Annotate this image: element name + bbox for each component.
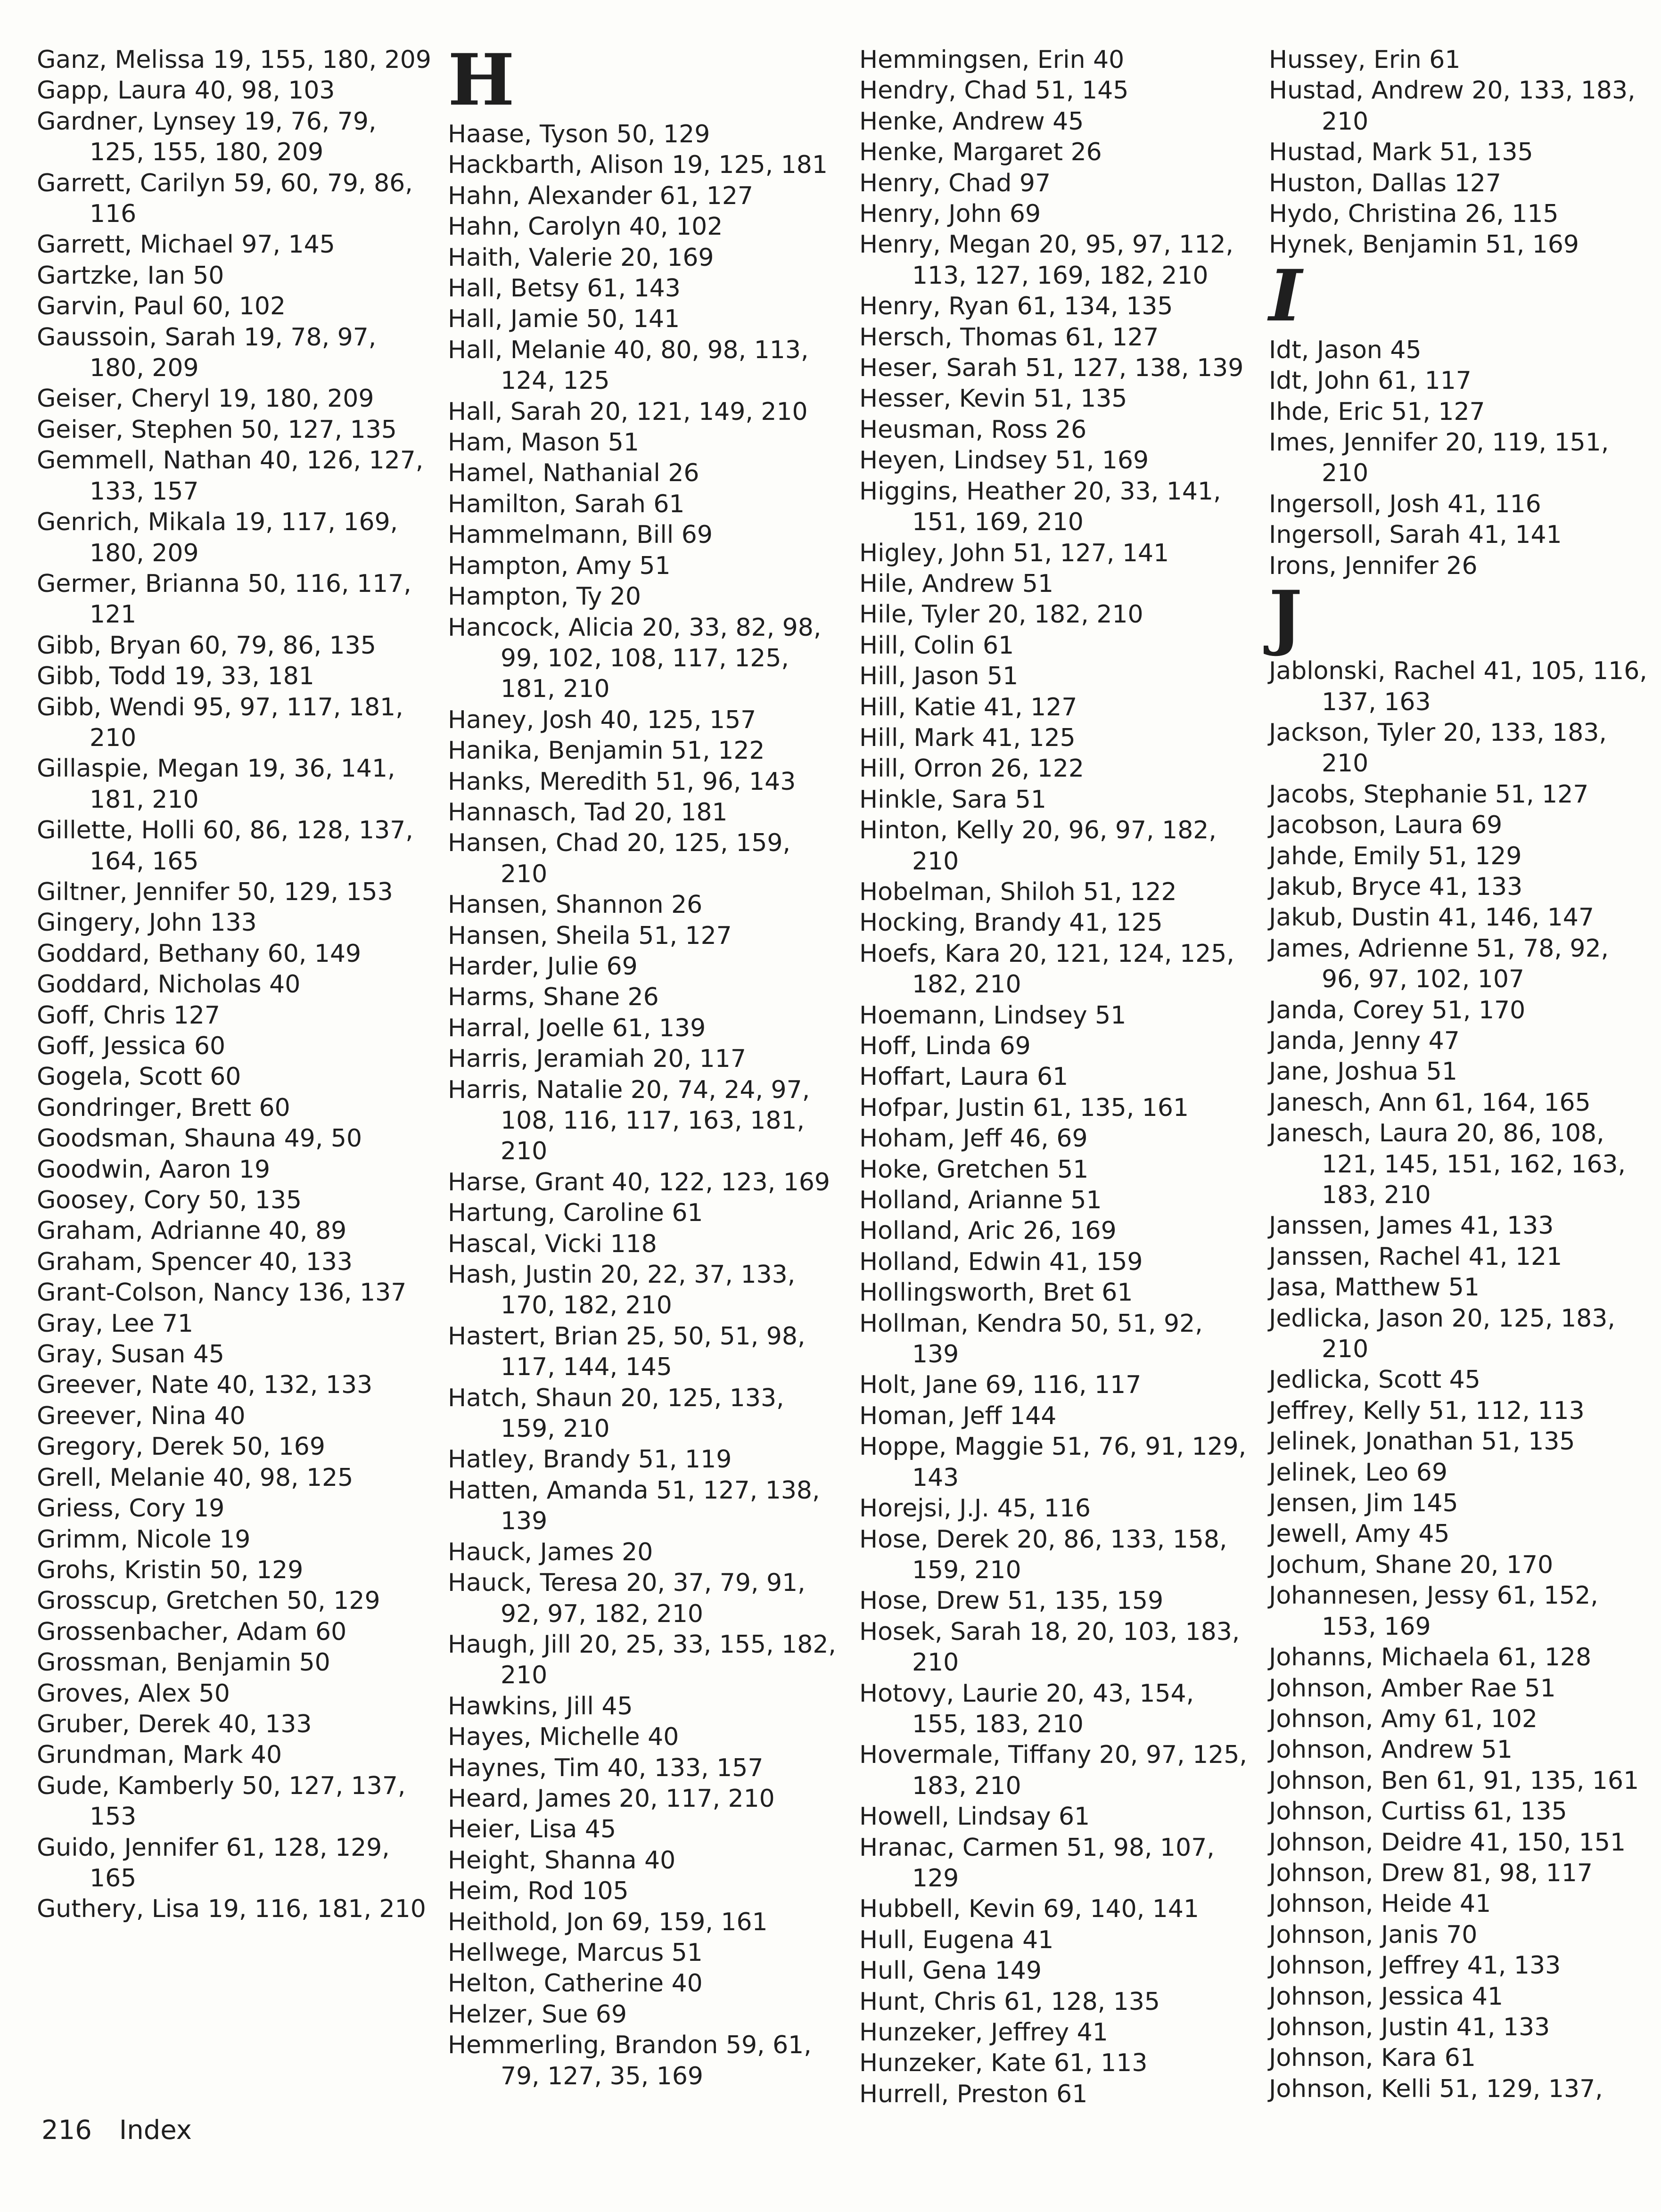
index-entry: Grant-Colson, Nancy 136, 137	[37, 1278, 407, 1307]
index-entry: Hollingsworth, Bret 61	[859, 1278, 1133, 1307]
index-entry: Hotovy, Laurie 20, 43, 154, 155, 183, 210	[859, 1679, 1194, 1738]
index-entry: Hose, Derek 20, 86, 133, 158, 159, 210	[859, 1525, 1227, 1584]
index-entry: Hansen, Sheila 51, 127	[448, 921, 732, 950]
index-entry: Hull, Eugena 41	[859, 1925, 1054, 1954]
index-entry: Haith, Valerie 20, 169	[448, 243, 714, 272]
index-entry: Huston, Dallas 127	[1269, 169, 1501, 197]
index-entry: Henry, Chad 97	[859, 169, 1051, 197]
index-entry: Gingery, John 133	[37, 909, 257, 937]
index-entry: Gruber, Derek 40, 133	[37, 1710, 312, 1738]
index-entry: Hammelmann, Bill 69	[448, 521, 713, 549]
index-entry: Heier, Lisa 45	[448, 1815, 617, 1844]
index-entry: Gartzke, Ian 50	[37, 261, 224, 290]
index-entry: Holland, Aric 26, 169	[859, 1217, 1117, 1245]
index-entry: Homan, Jeff 144	[859, 1401, 1057, 1430]
index-entry: Jablonski, Rachel 41, 105, 116, 137, 163	[1269, 657, 1647, 716]
index-entry: Hancock, Alicia 20, 33, 82, 98, 99, 102, 108, 117, 125, 181, 210	[448, 613, 822, 704]
index-entry: Johnson, Ben 61, 91, 135, 161	[1269, 1766, 1639, 1795]
index-entry: Johnson, Janis 70	[1269, 1920, 1478, 1949]
index-entry: Goff, Chris 127	[37, 1001, 220, 1030]
index-entry: James, Adrienne 51, 78, 92, 96, 97, 102, 107	[1269, 934, 1609, 994]
index-entry: Heard, James 20, 117, 210	[448, 1784, 775, 1813]
index-entry: Ingersoll, Sarah 41, 141	[1269, 521, 1562, 549]
index-entry: Hemmerling, Brandon 59, 61, 79, 127, 35, 169	[448, 2031, 812, 2090]
index-column-1	[37, 45, 433, 1925]
index-entry: Hovermale, Tiffany 20, 97, 125, 183, 210	[859, 1741, 1247, 1800]
index-entry: Hinkle, Sara 51	[859, 785, 1046, 814]
index-entry: Jelinek, Jonathan 51, 135	[1269, 1427, 1575, 1456]
index-entry: Hunzeker, Kate 61, 113	[859, 2049, 1148, 2078]
index-entry: Gogela, Scott 60	[37, 1063, 241, 1091]
index-column-3	[859, 45, 1255, 2110]
index-entry: Gibb, Todd 19, 33, 181	[37, 662, 314, 691]
index-entry: Haney, Josh 40, 125, 157	[448, 705, 756, 734]
index-entry: Henry, Megan 20, 95, 97, 112, 113, 127, 169, 182, 210	[859, 230, 1233, 290]
index-entry: Hurrell, Preston 61	[859, 2080, 1088, 2108]
index-entry: Gray, Lee 71	[37, 1309, 194, 1338]
index-entry: Johnson, Drew 81, 98, 117	[1269, 1859, 1593, 1887]
index-entry: Harris, Natalie 20, 74, 24, 97, 108, 116, 117, 163, 181, 210	[448, 1075, 810, 1166]
index-entry: Hesser, Kevin 51, 135	[859, 385, 1127, 413]
index-entry: Garvin, Paul 60, 102	[37, 292, 286, 321]
index-entry: Jewell, Amy 45	[1269, 1520, 1450, 1548]
index-entry: Jeffrey, Kelly 51, 112, 113	[1269, 1396, 1585, 1425]
index-entry: Height, Shanna 40	[448, 1846, 676, 1875]
index-entry: Hastert, Brian 25, 50, 51, 98, 117, 144, 145	[448, 1322, 806, 1382]
index-entry: Hynek, Benjamin 51, 169	[1269, 230, 1579, 259]
index-entry: Guthery, Lisa 19, 116, 181, 210	[37, 1895, 426, 1924]
index-entry: Idt, John 61, 117	[1269, 367, 1472, 395]
index-entry: Johnson, Andrew 51	[1269, 1736, 1513, 1764]
index-entry: Heim, Rod 105	[448, 1877, 629, 1906]
index-entry: Johnson, Curtiss 61, 135	[1269, 1797, 1567, 1826]
index-entry: Hoke, Gretchen 51	[859, 1155, 1089, 1184]
index-entry: Hemmingsen, Erin 40	[859, 46, 1125, 74]
index-entry: Hull, Gena 149	[859, 1957, 1042, 1985]
index-entry: Hustad, Andrew 20, 133, 183, 210	[1269, 76, 1636, 136]
index-entry: Hollman, Kendra 50, 51, 92, 139	[859, 1309, 1203, 1369]
index-entry: Goff, Jessica 60	[37, 1032, 226, 1060]
index-entry: Harris, Jeramiah 20, 117	[448, 1045, 746, 1073]
index-entry: Hoemann, Lindsey 51	[859, 1001, 1127, 1030]
index-entry: Gardner, Lynsey 19, 76, 79, 125, 155, 180, 209	[37, 107, 377, 167]
index-entry: Hahn, Carolyn 40, 102	[448, 213, 723, 241]
index-entry: Hussey, Erin 61	[1269, 46, 1461, 74]
index-entry: Hill, Katie 41, 127	[859, 693, 1077, 721]
section-letter-j: J	[1269, 575, 1302, 659]
index-entry: Hall, Melanie 40, 80, 98, 113, 124, 125	[448, 336, 809, 395]
index-entry: Gemmell, Nathan 40, 126, 127, 133, 157	[37, 446, 424, 506]
index-entry: Johnson, Justin 41, 133	[1269, 2013, 1550, 2041]
index-entry: Hile, Tyler 20, 182, 210	[859, 600, 1143, 629]
index-entry: Jelinek, Leo 69	[1269, 1458, 1447, 1487]
index-entry: Holt, Jane 69, 116, 117	[859, 1371, 1142, 1400]
index-entry: Greever, Nate 40, 132, 133	[37, 1371, 373, 1400]
index-entry: Helton, Catherine 40	[448, 1969, 703, 1998]
index-entry: Grossenbacher, Adam 60	[37, 1617, 347, 1646]
index-entry: Hascal, Vicki 118	[448, 1229, 657, 1258]
index-entry: Jasa, Matthew 51	[1269, 1273, 1480, 1302]
index-entry: Hauck, Teresa 20, 37, 79, 91, 92, 97, 182, 210	[448, 1569, 806, 1628]
index-entry: Ihde, Eric 51, 127	[1269, 397, 1485, 426]
index-entry: Hustad, Mark 51, 135	[1269, 138, 1533, 167]
index-entry: Irons, Jennifer 26	[1269, 551, 1478, 580]
index-entry: Harms, Shane 26	[448, 983, 659, 1012]
index-entry: Griess, Cory 19	[37, 1494, 225, 1523]
index-entry: Janda, Corey 51, 170	[1269, 996, 1526, 1024]
index-entry: Heser, Sarah 51, 127, 138, 139	[859, 354, 1244, 383]
index-entry: Jacobson, Laura 69	[1269, 811, 1503, 840]
index-entry: Jochum, Shane 20, 170	[1269, 1550, 1554, 1579]
index-entry: Grosscup, Gretchen 50, 129	[37, 1587, 380, 1615]
index-entry: Hoham, Jeff 46, 69	[859, 1124, 1088, 1153]
index-entry: Hunzeker, Jeffrey 41	[859, 2018, 1108, 2047]
index-entry: Hendry, Chad 51, 145	[859, 76, 1129, 105]
index-entry: Idt, Jason 45	[1269, 336, 1422, 364]
index-entry: Harder, Julie 69	[448, 952, 638, 981]
page-number: 216	[41, 2115, 92, 2146]
index-entry: Hauck, James 20	[448, 1538, 653, 1566]
index-entry: Ganz, Melissa 19, 155, 180, 209	[37, 46, 431, 74]
index-entry: Hill, Colin 61	[859, 631, 1014, 660]
index-entry: Hinton, Kelly 20, 96, 97, 182, 210	[859, 816, 1217, 876]
index-entry: Henke, Andrew 45	[859, 107, 1084, 136]
index-entry: Ingersoll, Josh 41, 116	[1269, 490, 1541, 518]
index-entry: Hamilton, Sarah 61	[448, 490, 685, 518]
index-entry: Janda, Jenny 47	[1269, 1026, 1460, 1055]
index-entry: Jakub, Dustin 41, 146, 147	[1269, 903, 1594, 932]
index-entry: Henke, Margaret 26	[859, 138, 1102, 167]
index-entry: Graham, Spencer 40, 133	[37, 1247, 353, 1276]
index-entry: Greever, Nina 40	[37, 1401, 246, 1430]
index-entry: Gude, Kamberly 50, 127, 137, 153	[37, 1771, 406, 1831]
index-entry: Johnson, Heide 41	[1269, 1890, 1491, 1918]
index-entry: Hall, Sarah 20, 121, 149, 210	[448, 397, 808, 426]
index-entry: Geiser, Stephen 50, 127, 135	[37, 415, 397, 444]
index-entry: Higgins, Heather 20, 33, 141, 151, 169, 210	[859, 477, 1221, 537]
index-entry: Jedlicka, Scott 45	[1269, 1366, 1480, 1394]
index-entry: Grossman, Benjamin 50	[37, 1648, 330, 1677]
index-entry: Hoefs, Kara 20, 121, 124, 125, 182, 210	[859, 939, 1234, 999]
index-entry: Gray, Susan 45	[37, 1340, 224, 1369]
index-entry: Johnson, Deidre 41, 150, 151	[1269, 1828, 1626, 1857]
section-letter-h: H	[448, 39, 515, 122]
index-entry: Johanns, Michaela 61, 128	[1269, 1643, 1592, 1672]
index-entry: Gregory, Derek 50, 169	[37, 1433, 325, 1461]
index-column-4	[1269, 45, 1655, 2105]
index-entry: Janssen, James 41, 133	[1269, 1212, 1554, 1240]
index-entry: Hydo, Christina 26, 115	[1269, 200, 1559, 229]
index-entry: Hatley, Brandy 51, 119	[448, 1445, 732, 1474]
index-entry: Hobelman, Shiloh 51, 122	[859, 877, 1177, 906]
index-entry: Goodsman, Shauna 49, 50	[37, 1124, 362, 1153]
index-entry: Johnson, Kara 61	[1269, 2044, 1476, 2073]
index-entry: Graham, Adrianne 40, 89	[37, 1217, 347, 1245]
index-entry: Groves, Alex 50	[37, 1679, 230, 1708]
index-entry: Hranac, Carmen 51, 98, 107, 129	[859, 1833, 1215, 1892]
section-letter-i: I	[1269, 254, 1302, 337]
index-entry: Hahn, Alexander 61, 127	[448, 181, 754, 210]
index-entry: Holland, Arianne 51	[859, 1186, 1102, 1215]
index-entry: Johnson, Jessica 41	[1269, 1982, 1504, 2011]
index-entry: Genrich, Mikala 19, 117, 169, 180, 209	[37, 508, 398, 567]
page-footer	[41, 2115, 192, 2146]
index-entry: Hannasch, Tad 20, 181	[448, 798, 728, 827]
index-entry: Hatch, Shaun 20, 125, 133, 159, 210	[448, 1384, 784, 1443]
index-entry: Hawkins, Jill 45	[448, 1692, 633, 1720]
index-entry: Hofpar, Justin 61, 135, 161	[859, 1093, 1189, 1122]
index-entry: Hall, Jamie 50, 141	[448, 305, 680, 334]
index-entry: Heyen, Lindsey 51, 169	[859, 446, 1149, 475]
index-entry: Janssen, Rachel 41, 121	[1269, 1242, 1562, 1271]
index-entry: Jane, Joshua 51	[1269, 1057, 1457, 1086]
index-entry: Hayes, Michelle 40	[448, 1723, 679, 1752]
index-entry: Hoppe, Maggie 51, 76, 91, 129, 143	[859, 1433, 1247, 1492]
index-entry: Gillaspie, Megan 19, 36, 141, 181, 210	[37, 754, 395, 814]
index-entry: Johnson, Amber Rae 51	[1269, 1674, 1556, 1703]
index-entry: Hampton, Amy 51	[448, 551, 671, 580]
index-entry: Henry, Ryan 61, 134, 135	[859, 292, 1173, 321]
index-entry: Hampton, Ty 20	[448, 582, 641, 611]
index-entry: Hill, Orron 26, 122	[859, 754, 1084, 783]
index-entry: Hash, Justin 20, 22, 37, 133, 170, 182, 210	[448, 1261, 796, 1320]
index-entry: Hamel, Nathanial 26	[448, 459, 699, 488]
index-entry: Janesch, Ann 61, 164, 165	[1269, 1088, 1591, 1117]
index-entry: Grell, Melanie 40, 98, 125	[37, 1463, 354, 1492]
index-entry: Hile, Andrew 51	[859, 569, 1054, 598]
index-entry: Hatten, Amanda 51, 127, 138, 139	[448, 1476, 820, 1536]
index-entry: Goddard, Bethany 60, 149	[37, 939, 362, 968]
index-entry: Hubbell, Kevin 69, 140, 141	[859, 1895, 1200, 1924]
index-entry: Hoffart, Laura 61	[859, 1063, 1069, 1091]
index-entry: Haynes, Tim 40, 133, 157	[448, 1753, 764, 1782]
index-entry: Jackson, Tyler 20, 133, 183, 210	[1269, 718, 1607, 778]
index-entry: Hackbarth, Alison 19, 125, 181	[448, 151, 828, 180]
section-title: Index	[119, 2115, 192, 2146]
index-entry: Haase, Tyson 50, 129	[448, 120, 710, 148]
index-entry: Goosey, Cory 50, 135	[37, 1186, 302, 1215]
index-entry: Goodwin, Aaron 19	[37, 1155, 271, 1184]
index-entry: Gapp, Laura 40, 98, 103	[37, 76, 335, 105]
index-entry: Imes, Jennifer 20, 119, 151, 210	[1269, 428, 1609, 488]
index-entry: Jensen, Jim 145	[1269, 1489, 1458, 1518]
index-entry: Hall, Betsy 61, 143	[448, 274, 681, 303]
index-entry: Jedlicka, Jason 20, 125, 183, 210	[1269, 1304, 1615, 1364]
index-entry: Howell, Lindsay 61	[859, 1802, 1090, 1831]
index-entry: Horejsi, J.J. 45, 116	[859, 1494, 1091, 1523]
index-entry: Helzer, Sue 69	[448, 2000, 627, 2029]
index-entry: Hanks, Meredith 51, 96, 143	[448, 767, 796, 796]
index-entry: Hersch, Thomas 61, 127	[859, 323, 1159, 352]
index-entry: Gibb, Wendi 95, 97, 117, 181, 210	[37, 693, 403, 752]
index-entry: Holland, Edwin 41, 159	[859, 1247, 1143, 1276]
index-entry: Gondringer, Brett 60	[37, 1093, 290, 1122]
index-entry: Heithold, Jon 69, 159, 161	[448, 1908, 768, 1936]
index-entry: Higley, John 51, 127, 141	[859, 539, 1169, 567]
index-entry: Hanika, Benjamin 51, 122	[448, 737, 765, 765]
index-entry: Hansen, Chad 20, 125, 159, 210	[448, 829, 791, 888]
index-entry: Jacobs, Stephanie 51, 127	[1269, 780, 1589, 809]
index-entry: Hose, Drew 51, 135, 159	[859, 1587, 1164, 1615]
index-entry: Harral, Joelle 61, 139	[448, 1014, 706, 1042]
index-entry: Gibb, Bryan 60, 79, 86, 135	[37, 631, 376, 660]
index-entry: Garrett, Carilyn 59, 60, 79, 86, 116	[37, 169, 413, 229]
index-entry: Hunt, Chris 61, 128, 135	[859, 1987, 1160, 2016]
index-entry: Gaussoin, Sarah 19, 78, 97, 180, 209	[37, 323, 377, 383]
index-entry: Harse, Grant 40, 122, 123, 169	[448, 1168, 830, 1196]
index-entry: Geiser, Cheryl 19, 180, 209	[37, 385, 374, 413]
index-entry: Jakub, Bryce 41, 133	[1269, 872, 1523, 901]
index-entry: Hosek, Sarah 18, 20, 103, 183, 210	[859, 1617, 1240, 1677]
index-entry: Hoff, Linda 69	[859, 1032, 1031, 1060]
index-entry: Henry, John 69	[859, 200, 1041, 229]
index-entry: Janesch, Laura 20, 86, 108, 121, 145, 151, 162, 163, 183, 210	[1269, 1119, 1626, 1209]
index-entry: Hill, Mark 41, 125	[859, 723, 1076, 752]
index-entry: Haugh, Jill 20, 25, 33, 155, 182, 210	[448, 1630, 836, 1690]
index-entry: Giltner, Jennifer 50, 129, 153	[37, 877, 393, 906]
index-entry: Hellwege, Marcus 51	[448, 1938, 703, 1967]
index-entry: Johnson, Amy 61, 102	[1269, 1704, 1538, 1733]
index-entry: Grohs, Kristin 50, 129	[37, 1556, 304, 1584]
index-entry: Garrett, Michael 97, 145	[37, 230, 335, 259]
index-column-2	[448, 39, 844, 2092]
index-entry: Hartung, Caroline 61	[448, 1199, 703, 1228]
index-entry: Johannesen, Jessy 61, 152, 153, 169	[1269, 1581, 1598, 1641]
index-entry: Hill, Jason 51	[859, 662, 1019, 691]
index-entry: Johnson, Jeffrey 41, 133	[1269, 1951, 1561, 1980]
index-entry: Germer, Brianna 50, 116, 117, 121	[37, 569, 411, 629]
index-entry: Ham, Mason 51	[448, 428, 639, 457]
index-entry: Jahde, Emily 51, 129	[1269, 842, 1522, 870]
index-entry: Hansen, Shannon 26	[448, 891, 703, 919]
index-entry: Hocking, Brandy 41, 125	[859, 909, 1163, 937]
index-entry: Gillette, Holli 60, 86, 128, 137, 164, 165	[37, 816, 413, 876]
index-entry: Heusman, Ross 26	[859, 415, 1087, 444]
index-entry: Guido, Jennifer 61, 128, 129, 165	[37, 1833, 390, 1892]
index-entry: Grimm, Nicole 19	[37, 1525, 251, 1554]
index-entry: Goddard, Nicholas 40	[37, 970, 301, 999]
index-entry: Johnson, Kelli 51, 129, 137,	[1269, 2074, 1603, 2103]
index-entry: Grundman, Mark 40	[37, 1741, 282, 1770]
